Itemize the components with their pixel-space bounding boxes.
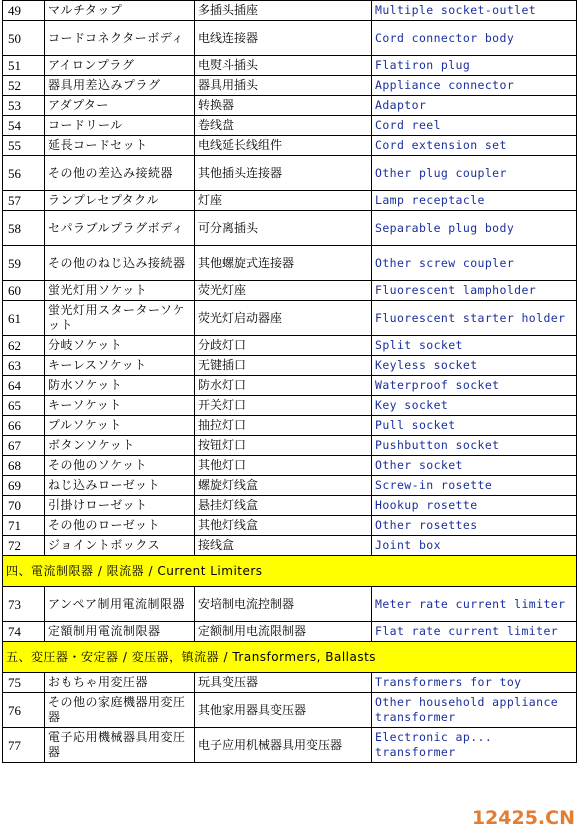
japanese-term: 引掛けローゼット [45, 496, 195, 516]
table-row [3, 516, 577, 536]
row-number: 69 [3, 476, 45, 496]
table-row [3, 396, 577, 416]
chinese-term: 卷线盘 [195, 116, 372, 136]
english-term: Joint box [372, 536, 577, 556]
row-number: 62 [3, 336, 45, 356]
table-section-limiters-header [3, 556, 577, 587]
table-row [3, 1, 577, 21]
table-row [3, 436, 577, 456]
row-number: 63 [3, 356, 45, 376]
english-term: Lamp receptacle [372, 191, 577, 211]
section-header-row [3, 642, 577, 673]
row-number: 56 [3, 156, 45, 191]
chinese-term: 可分离插头 [195, 211, 372, 246]
table-section-transformers [3, 673, 577, 763]
english-term: Multiple socket-outlet [372, 1, 577, 21]
chinese-term: 电线延长线组件 [195, 136, 372, 156]
japanese-term: その他のローゼット [45, 516, 195, 536]
row-number: 49 [3, 1, 45, 21]
row-number: 64 [3, 376, 45, 396]
row-number: 60 [3, 281, 45, 301]
english-term: Transformers for toy [372, 673, 577, 693]
section-header-current-limiters: 四、電流制限器 / 限流器 / Current Limiters [3, 556, 577, 587]
chinese-term: 安培制电流控制器 [195, 587, 372, 622]
chinese-term: 灯座 [195, 191, 372, 211]
table-section-connectors [3, 1, 577, 556]
table-row [3, 301, 577, 336]
chinese-term: 按钮灯口 [195, 436, 372, 456]
english-term: Hookup rosette [372, 496, 577, 516]
row-number: 73 [3, 587, 45, 622]
japanese-term: セパラブルプラグボディ [45, 211, 195, 246]
table-section-transformers-header [3, 642, 577, 673]
english-term: Flat rate current limiter [372, 622, 577, 642]
row-number: 65 [3, 396, 45, 416]
chinese-term: 开关灯口 [195, 396, 372, 416]
table-row [3, 536, 577, 556]
row-number: 71 [3, 516, 45, 536]
japanese-term: 器具用差込みプラグ [45, 76, 195, 96]
english-term: Split socket [372, 336, 577, 356]
japanese-term: 電子応用機械器具用変圧器 [45, 728, 195, 763]
japanese-term: その他の家庭機器用変圧器 [45, 693, 195, 728]
chinese-term: 多插头插座 [195, 1, 372, 21]
japanese-term: 防水ソケット [45, 376, 195, 396]
site-watermark: 12425.CN [471, 807, 575, 829]
table-row [3, 587, 577, 622]
table-row [3, 456, 577, 476]
row-number: 61 [3, 301, 45, 336]
row-number: 57 [3, 191, 45, 211]
english-term: Other household appliance transformer [372, 693, 577, 728]
table-row [3, 116, 577, 136]
english-term: Appliance connector [372, 76, 577, 96]
row-number: 54 [3, 116, 45, 136]
row-number: 74 [3, 622, 45, 642]
japanese-term: ジョイントボックス [45, 536, 195, 556]
japanese-term: コードリール [45, 116, 195, 136]
row-number: 72 [3, 536, 45, 556]
japanese-term: アイロンプラグ [45, 56, 195, 76]
table-row [3, 728, 577, 763]
table-row [3, 76, 577, 96]
table-row [3, 376, 577, 396]
table-row [3, 136, 577, 156]
japanese-term: 定額制用電流制限器 [45, 622, 195, 642]
row-number: 68 [3, 456, 45, 476]
japanese-term: コードコネクターボディ [45, 21, 195, 56]
chinese-term: 螺旋灯线盒 [195, 476, 372, 496]
table-row [3, 246, 577, 281]
chinese-term: 防水灯口 [195, 376, 372, 396]
row-number: 55 [3, 136, 45, 156]
chinese-term: 荧光灯启动器座 [195, 301, 372, 336]
row-number: 52 [3, 76, 45, 96]
english-term: Waterproof socket [372, 376, 577, 396]
table-row [3, 191, 577, 211]
chinese-term: 其他灯口 [195, 456, 372, 476]
chinese-term: 其他螺旋式连接器 [195, 246, 372, 281]
row-number: 75 [3, 673, 45, 693]
english-term: Other rosettes [372, 516, 577, 536]
chinese-term: 器具用插头 [195, 76, 372, 96]
japanese-term: ボタンソケット [45, 436, 195, 456]
table-row [3, 56, 577, 76]
chinese-term: 定额制用电流限制器 [195, 622, 372, 642]
english-term: Adaptor [372, 96, 577, 116]
chinese-term: 电子应用机械器具用变压器 [195, 728, 372, 763]
chinese-term: 转换器 [195, 96, 372, 116]
japanese-term: ランプレセプタクル [45, 191, 195, 211]
japanese-term: キーレスソケット [45, 356, 195, 376]
chinese-term: 电熨斗插头 [195, 56, 372, 76]
chinese-term: 玩具变压器 [195, 673, 372, 693]
english-term: Keyless socket [372, 356, 577, 376]
japanese-term: 蛍光灯用ソケット [45, 281, 195, 301]
english-term: Cord connector body [372, 21, 577, 56]
english-term: Pull socket [372, 416, 577, 436]
english-term: Electronic ap... transformer [372, 728, 577, 763]
terminology-table [2, 0, 577, 763]
chinese-term: 接线盒 [195, 536, 372, 556]
row-number: 76 [3, 693, 45, 728]
japanese-term: その他のねじ込み接続器 [45, 246, 195, 281]
row-number: 59 [3, 246, 45, 281]
chinese-term: 抽拉灯口 [195, 416, 372, 436]
english-term: Screw-in rosette [372, 476, 577, 496]
english-term: Pushbutton socket [372, 436, 577, 456]
row-number: 58 [3, 211, 45, 246]
english-term: Separable plug body [372, 211, 577, 246]
english-term: Cord reel [372, 116, 577, 136]
chinese-term: 电线连接器 [195, 21, 372, 56]
english-term: Flatiron plug [372, 56, 577, 76]
chinese-term: 其他家用器具变压器 [195, 693, 372, 728]
japanese-term: プルソケット [45, 416, 195, 436]
table-row [3, 281, 577, 301]
table-row [3, 211, 577, 246]
section-header-row [3, 556, 577, 587]
row-number: 67 [3, 436, 45, 456]
table-row [3, 21, 577, 56]
japanese-term: おもちゃ用変圧器 [45, 673, 195, 693]
english-term: Fluorescent lampholder [372, 281, 577, 301]
japanese-term: その他の差込み接続器 [45, 156, 195, 191]
table-row [3, 96, 577, 116]
japanese-term: アダプター [45, 96, 195, 116]
japanese-term: ねじ込みローゼット [45, 476, 195, 496]
row-number: 51 [3, 56, 45, 76]
chinese-term: 分歧灯口 [195, 336, 372, 356]
table-row [3, 336, 577, 356]
table-row [3, 673, 577, 693]
english-term: Key socket [372, 396, 577, 416]
chinese-term: 悬挂灯线盒 [195, 496, 372, 516]
table-row [3, 356, 577, 376]
chinese-term: 无键插口 [195, 356, 372, 376]
table-row [3, 693, 577, 728]
table-row [3, 496, 577, 516]
table-row [3, 622, 577, 642]
row-number: 53 [3, 96, 45, 116]
japanese-term: 蛍光灯用スターターソケット [45, 301, 195, 336]
english-term: Meter rate current limiter [372, 587, 577, 622]
chinese-term: 其他插头连接器 [195, 156, 372, 191]
japanese-term: キーソケット [45, 396, 195, 416]
english-term: Other socket [372, 456, 577, 476]
table-row [3, 416, 577, 436]
english-term: Other screw coupler [372, 246, 577, 281]
row-number: 77 [3, 728, 45, 763]
japanese-term: その他のソケット [45, 456, 195, 476]
table-row [3, 156, 577, 191]
japanese-term: 延長コードセット [45, 136, 195, 156]
row-number: 50 [3, 21, 45, 56]
row-number: 66 [3, 416, 45, 436]
row-number: 70 [3, 496, 45, 516]
english-term: Fluorescent starter holder [372, 301, 577, 336]
chinese-term: 荧光灯座 [195, 281, 372, 301]
table-section-limiters [3, 587, 577, 642]
japanese-term: アンペア制用電流制限器 [45, 587, 195, 622]
japanese-term: マルチタップ [45, 1, 195, 21]
english-term: Cord extension set [372, 136, 577, 156]
section-header-transformers: 五、変圧器・安定器 / 変压器，镇流器 / Transformers, Ballasts [3, 642, 577, 673]
table-row [3, 476, 577, 496]
english-term: Other plug coupler [372, 156, 577, 191]
japanese-term: 分岐ソケット [45, 336, 195, 356]
chinese-term: 其他灯线盒 [195, 516, 372, 536]
